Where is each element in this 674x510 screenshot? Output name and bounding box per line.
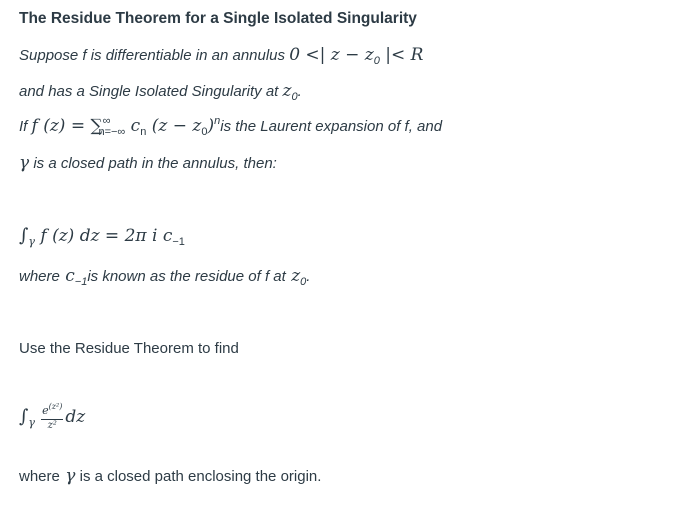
- singularity-dot: .: [297, 83, 302, 100]
- closed-path-statement: [19, 153, 277, 173]
- task-gamma: γ: [28, 415, 35, 429]
- enclosing-pre: where: [19, 468, 60, 485]
- residue-def-z: z: [285, 266, 301, 286]
- laurent-exp: n: [214, 115, 221, 127]
- residue-def-zsub: 0: [300, 276, 307, 288]
- singularity-z-sub: 0: [291, 91, 298, 103]
- annulus-sub: 0: [373, 55, 380, 67]
- residue-integral-sign: ∫: [19, 225, 29, 246]
- residue-body: f (z) dz = 2π i c: [34, 226, 173, 246]
- closed-path-gamma: γ: [19, 153, 30, 173]
- singularity-z: z: [282, 81, 292, 101]
- task-integral-sign: ∫: [19, 405, 29, 427]
- annulus-math-end: |< R: [379, 45, 424, 65]
- laurent-cn: c: [125, 116, 141, 136]
- residue-def-text: is known as the residue of f at: [87, 268, 286, 285]
- annulus-math: 0 <| z − z: [289, 45, 374, 65]
- task-dz: dz: [65, 406, 86, 427]
- residue-formula: [19, 225, 185, 246]
- closed-path-text: is a closed path in the annulus, then:: [29, 155, 277, 172]
- laurent-paren: (z − z: [146, 116, 202, 136]
- residue-def-csub: −1: [74, 276, 88, 288]
- task-integral: [19, 404, 85, 432]
- laurent-z0-sub: 0: [201, 126, 208, 138]
- task-statement: Use the Residue Theorem to find: [19, 340, 239, 357]
- task-fraction: [41, 404, 63, 432]
- residue-definition: [19, 266, 310, 286]
- annulus-statement: [19, 45, 423, 65]
- laurent-if: If: [19, 118, 28, 135]
- task-numerator: $e^{(z^2)}$: [41, 404, 63, 420]
- laurent-lhs: f (z) =: [31, 116, 91, 136]
- laurent-sum-bot: n=−∞: [98, 126, 126, 138]
- singularity-statement: [19, 81, 302, 101]
- laurent-statement: [19, 116, 442, 136]
- residue-def-c: c: [59, 266, 75, 286]
- laurent-sum-top: ∞: [102, 115, 111, 127]
- residue-sub: −1: [172, 236, 185, 248]
- residue-gamma: γ: [28, 235, 35, 248]
- annulus-text: Suppose f is differentiable in an annulus: [19, 47, 286, 64]
- residue-def-dot: .: [306, 268, 311, 285]
- residue-def-pre: where: [19, 268, 60, 285]
- laurent-rest: is the Laurent expansion of f, and: [220, 118, 443, 135]
- enclosing-statement: [19, 466, 321, 486]
- page-title: The Residue Theorem for a Single Isolated Singularity: [19, 10, 417, 27]
- singularity-text: and has a Single Isolated Singularity at: [19, 83, 279, 100]
- enclosing-gamma: γ: [59, 466, 76, 486]
- enclosing-text: is a closed path enclosing the origin.: [75, 468, 322, 485]
- task-denominator: z²: [47, 420, 57, 431]
- laurent-close: ): [207, 116, 215, 136]
- laurent-cn-sub: n: [140, 126, 147, 138]
- laurent-sum: ∑: [90, 116, 103, 136]
